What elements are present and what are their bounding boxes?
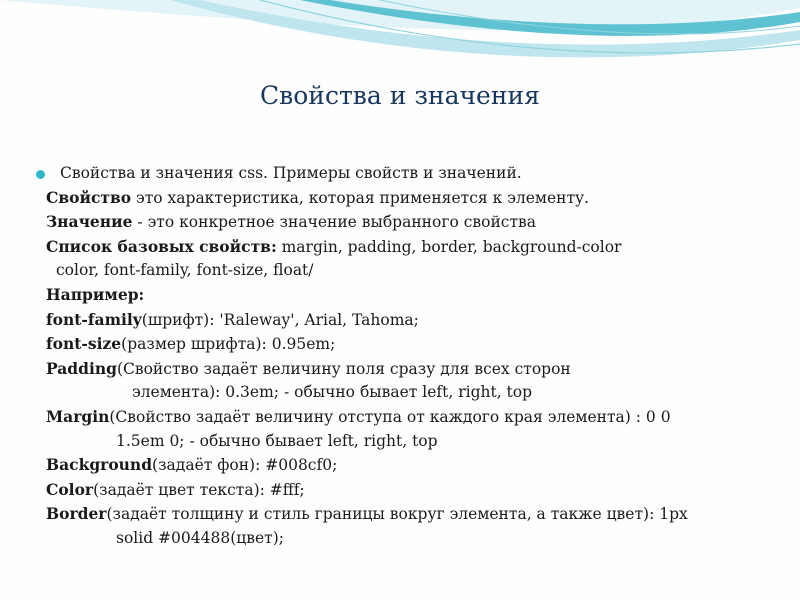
content-line — [46, 478, 786, 503]
content-line — [46, 405, 786, 430]
line-text: (размер шрифта): 0.95em; — [121, 335, 336, 354]
line-text: (шрифт): 'Raleway', Arial, Tahoma; — [141, 310, 419, 329]
term-bold: Свойство — [46, 187, 132, 207]
line-text: (Свойство задаёт величину отступа от каждого края элемента) : 0 0 — [109, 407, 671, 426]
term-bold: Border — [46, 504, 107, 524]
term-bold: Например: — [46, 284, 145, 304]
line-text: (задаёт фон): #008cf0; — [152, 456, 338, 475]
slide-content — [46, 162, 786, 551]
line-text: margin, padding, border, background-color — [276, 237, 622, 256]
term-bold: font-size — [46, 334, 122, 354]
decorative-wave — [0, 0, 800, 90]
line-text: это характеристика, которая применяется к элементу. — [131, 188, 590, 207]
content-line — [46, 210, 786, 235]
line-text: (задаёт толщину и стиль границы вокруг элемента, а также цвет): 1px — [106, 505, 688, 524]
content-line — [46, 283, 786, 308]
term-bold: Значение — [46, 212, 133, 232]
content-line — [46, 332, 786, 357]
line-text: (задаёт цвет текста): #fff; — [93, 480, 305, 499]
line-text: элемента): 0.3em; - обычно бывает left, right, top — [132, 383, 533, 402]
content-line — [46, 308, 786, 333]
line-text: color, font-family, font-size, float/ — [56, 261, 314, 280]
content-line — [46, 430, 786, 454]
term-bold: Список базовых свойств: — [46, 236, 277, 256]
line-text: - это конкретное значение выбранного свойства — [132, 213, 536, 232]
term-bold: Color — [46, 479, 94, 499]
term-bold: Padding — [46, 358, 117, 378]
content-line — [46, 235, 786, 260]
term-bold: Background — [46, 455, 153, 475]
content-line — [46, 357, 786, 382]
term-bold: font-family — [46, 309, 142, 329]
bullet-dot-icon — [36, 170, 45, 179]
content-line — [46, 502, 786, 527]
content-line — [46, 527, 786, 551]
line-text: Свойства и значения css. Примеры свойств и значений. — [60, 164, 522, 182]
line-text: 1.5em 0; - обычно бывает left, right, top — [116, 431, 438, 450]
bullet-line — [36, 162, 786, 186]
line-text: solid #004488(цвет); — [116, 528, 284, 547]
content-line — [46, 259, 786, 283]
term-bold: Margin — [46, 406, 110, 426]
content-line — [46, 381, 786, 405]
line-text: (Свойство задаёт величину поля сразу для всех сторон — [116, 359, 571, 378]
content-line — [46, 186, 786, 211]
slide-title: Свойства и значения — [260, 81, 540, 110]
content-line — [46, 453, 786, 478]
